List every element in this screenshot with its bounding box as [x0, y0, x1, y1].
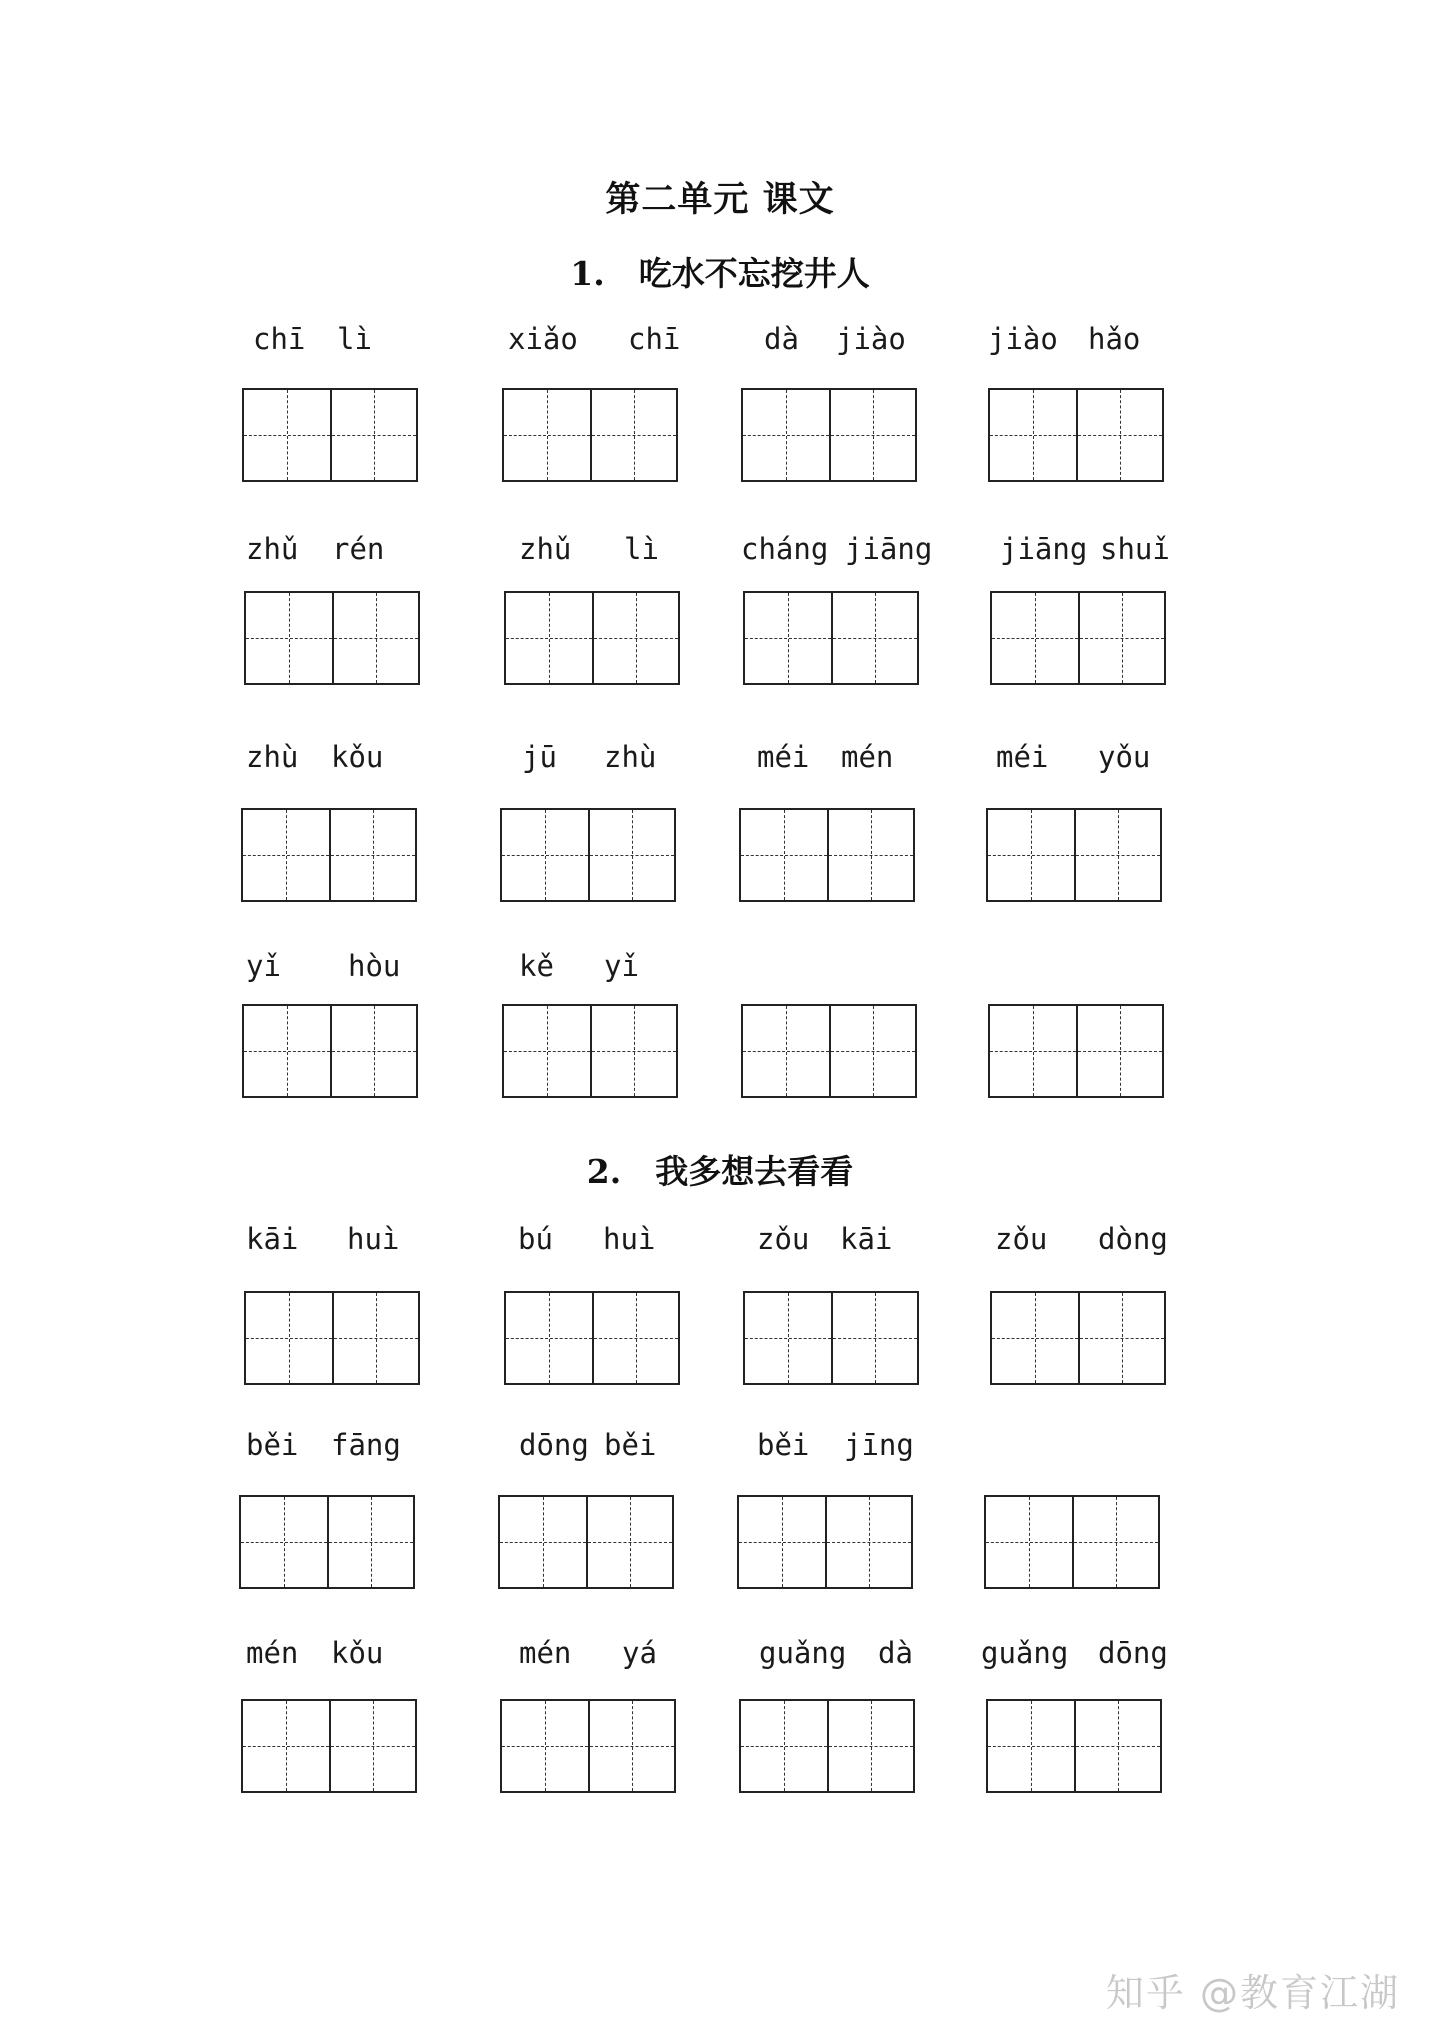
writing-box[interactable]	[743, 591, 919, 685]
pinyin: zǒu	[995, 1222, 1048, 1256]
lesson-1-number: 1.	[570, 254, 605, 293]
pinyin: kě	[519, 949, 554, 983]
pinyin: hòu	[348, 949, 401, 983]
pinyin: cháng	[741, 532, 829, 566]
writing-box[interactable]	[988, 1004, 1164, 1098]
pinyin: běi	[604, 1428, 657, 1462]
pinyin: kǒu	[331, 1636, 384, 1670]
lesson-1-heading	[0, 248, 1440, 295]
writing-box[interactable]	[990, 1291, 1166, 1385]
writing-box[interactable]	[244, 591, 420, 685]
writing-box[interactable]	[741, 1004, 917, 1098]
pinyin: dà	[764, 322, 799, 356]
pinyin: dà	[878, 1636, 913, 1670]
writing-box[interactable]	[739, 1699, 915, 1793]
pinyin: běi	[246, 1428, 299, 1462]
pinyin: lì	[337, 322, 372, 356]
pinyin: jīng	[844, 1428, 914, 1462]
writing-box[interactable]	[988, 388, 1164, 482]
pinyin: kāi	[840, 1222, 893, 1256]
writing-box[interactable]	[500, 1699, 676, 1793]
lesson-2-name: 我多想去看看	[655, 1152, 854, 1191]
lesson-1-name: 吃水不忘挖井人	[638, 254, 870, 293]
pinyin: yǒu	[1098, 740, 1151, 774]
writing-box[interactable]	[241, 1699, 417, 1793]
writing-box[interactable]	[504, 1291, 680, 1385]
pinyin: yá	[622, 1636, 657, 1670]
writing-box[interactable]	[984, 1495, 1160, 1589]
pinyin: kāi	[246, 1222, 299, 1256]
pinyin: zhǔ	[246, 532, 299, 566]
pinyin: jū	[522, 740, 557, 774]
lesson-2-number: 2.	[586, 1152, 622, 1191]
pinyin: jiào	[988, 322, 1058, 356]
pinyin: dòng	[1098, 1222, 1168, 1256]
pinyin: chī	[253, 322, 306, 356]
writing-box[interactable]	[502, 1004, 678, 1098]
writing-box[interactable]	[242, 388, 418, 482]
writing-box[interactable]	[743, 1291, 919, 1385]
writing-box[interactable]	[986, 808, 1162, 902]
pinyin: guǎng	[981, 1636, 1069, 1670]
pinyin: fāng	[331, 1428, 401, 1462]
pinyin: běi	[757, 1428, 810, 1462]
writing-box[interactable]	[498, 1495, 674, 1589]
pinyin: mén	[246, 1636, 299, 1670]
writing-box[interactable]	[739, 808, 915, 902]
pinyin: chī	[628, 322, 681, 356]
pinyin: zhǔ	[519, 532, 572, 566]
pinyin: mén	[519, 1636, 572, 1670]
writing-box[interactable]	[500, 808, 676, 902]
pinyin: yǐ	[604, 949, 639, 983]
pinyin: jiào	[836, 322, 906, 356]
writing-box[interactable]	[502, 388, 678, 482]
pinyin: kǒu	[331, 740, 384, 774]
pinyin: jiāng	[845, 532, 933, 566]
pinyin: huì	[603, 1222, 656, 1256]
watermark: 知乎 @教育江湖	[1105, 1971, 1400, 2015]
writing-box[interactable]	[242, 1004, 418, 1098]
pinyin: huì	[347, 1222, 400, 1256]
pinyin: hǎo	[1088, 322, 1141, 356]
writing-box[interactable]	[737, 1495, 913, 1589]
writing-box[interactable]	[241, 808, 417, 902]
pinyin: jiāng	[1000, 532, 1088, 566]
pinyin: méi	[996, 740, 1049, 774]
pinyin: yǐ	[246, 949, 281, 983]
pinyin: shuǐ	[1100, 532, 1170, 566]
page-title: 第二单元 课文	[605, 179, 835, 220]
pinyin: lì	[624, 532, 659, 566]
pinyin: zhù	[604, 740, 657, 774]
pinyin: rén	[332, 532, 385, 566]
pinyin: zǒu	[757, 1222, 810, 1256]
pinyin: dōng	[519, 1428, 589, 1462]
pinyin: bú	[518, 1222, 553, 1256]
pinyin: guǎng	[759, 1636, 847, 1670]
writing-box[interactable]	[504, 591, 680, 685]
pinyin: dōng	[1098, 1636, 1168, 1670]
writing-box[interactable]	[990, 591, 1166, 685]
pinyin: mén	[841, 740, 894, 774]
writing-box[interactable]	[244, 1291, 420, 1385]
pinyin: zhù	[246, 740, 299, 774]
lesson-2-heading	[0, 1146, 1440, 1193]
pinyin: xiǎo	[508, 322, 578, 356]
writing-box[interactable]	[741, 388, 917, 482]
writing-box[interactable]	[239, 1495, 415, 1589]
writing-box[interactable]	[986, 1699, 1162, 1793]
pinyin: méi	[757, 740, 810, 774]
